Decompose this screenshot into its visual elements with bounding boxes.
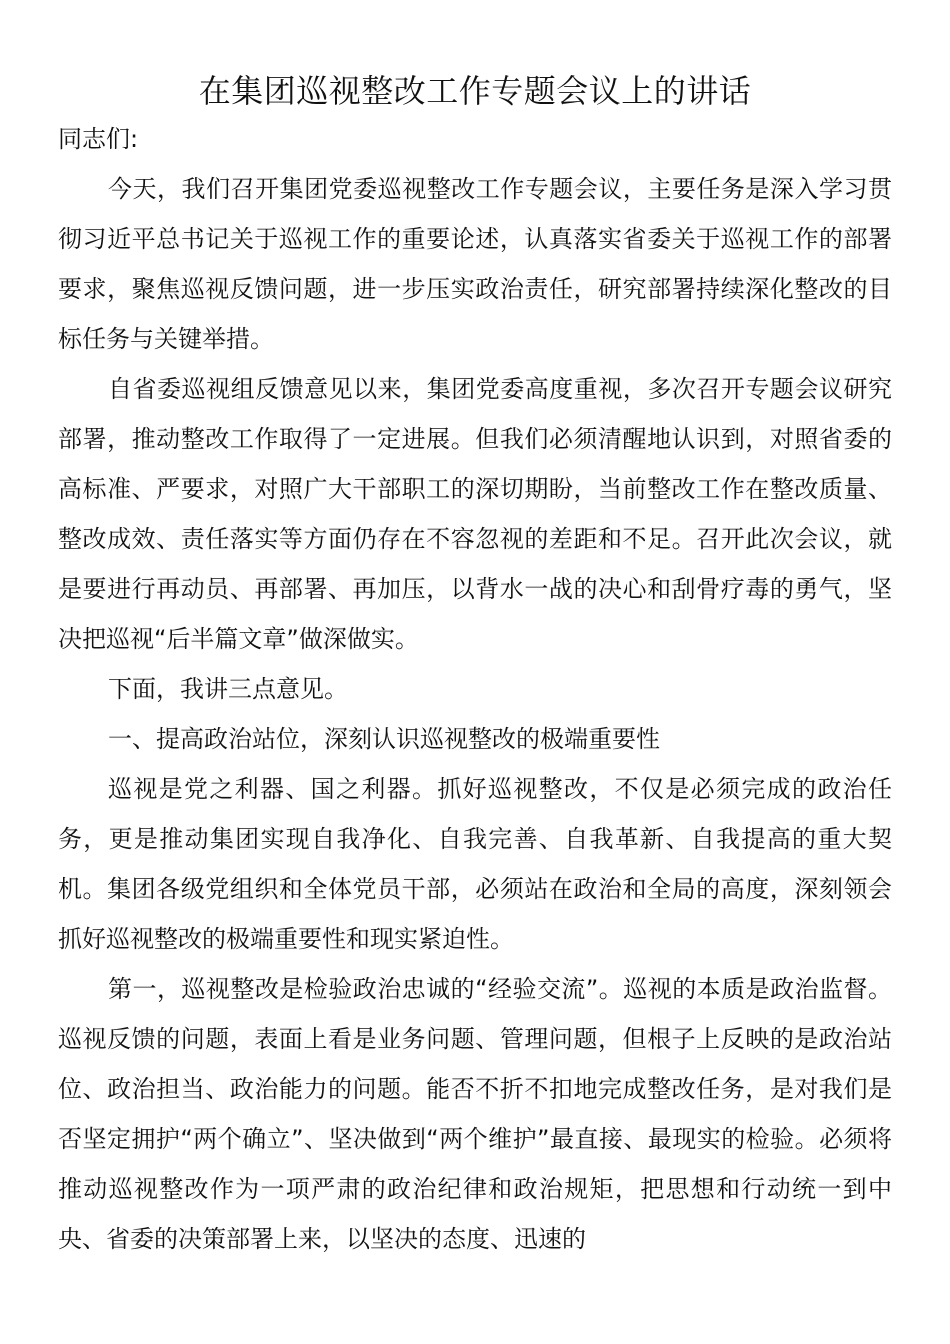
paragraph-background: 自省委巡视组反馈意见以来，集团党委高度重视，多次召开专题会议研究部署，推动整改工作取得了一定进展。但我们必须清醒地认识到，对照省委的高标准、严要求，对照广大干部职工的深切期盼，当前整改工作在整改质量、整改成效、责任落实等方面仍存在不容忽视的差距和不足。召开此次会议，就是要进行再动员、再部署、再加压，以背水一战的决心和刮骨疗毒的勇气，坚决把巡视“后半篇文章”做深做实。	[58, 375, 892, 653]
salutation: 同志们:	[58, 125, 139, 153]
paragraph-outline: 下面，我讲三点意见。	[108, 675, 348, 703]
document-body	[58, 114, 892, 1264]
paragraph-section-1: 巡视是党之利器、国之利器。抓好巡视整改，不仅是必须完成的政治任务，更是推动集团实现自我净化、自我完善、自我革新、自我提高的重大契机。集团各级党组织和全体党员干部，必须站在政治和全局的高度，深刻领会抓好巡视整改的极端重要性和现实紧迫性。	[58, 775, 892, 953]
paragraph-point-1: 第一，巡视整改是检验政治忠诚的“经验交流”。巡视的本质是政治监督。巡视反馈的问题，表面上看是业务问题、管理问题，但根子上反映的是政治站位、政治担当、政治能力的问题。能否不折不扣地完成整改任务，是对我们是否坚定拥护“两个确立”、坚决做到“两个维护”最直接、最现实的检验。必须将推动巡视整改作为一项严肃的政治纪律和政治规矩，把思想和行动统一到中央、省委的决策部署上来，以坚决的态度、迅速的	[58, 975, 892, 1253]
paragraph-intro: 今天，我们召开集团党委巡视整改工作专题会议，主要任务是深入学习贯彻习近平总书记关于巡视工作的重要论述，认真落实省委关于巡视工作的部署要求，聚焦巡视反馈问题，进一步压实政治责任，研究部署持续深化整改的目标任务与关键举措。	[58, 175, 892, 353]
document-title: 在集团巡视整改工作专题会议上的讲话	[198, 72, 752, 110]
section-heading-1: 一、提高政治站位，深刻认识巡视整改的极端重要性	[108, 725, 660, 753]
